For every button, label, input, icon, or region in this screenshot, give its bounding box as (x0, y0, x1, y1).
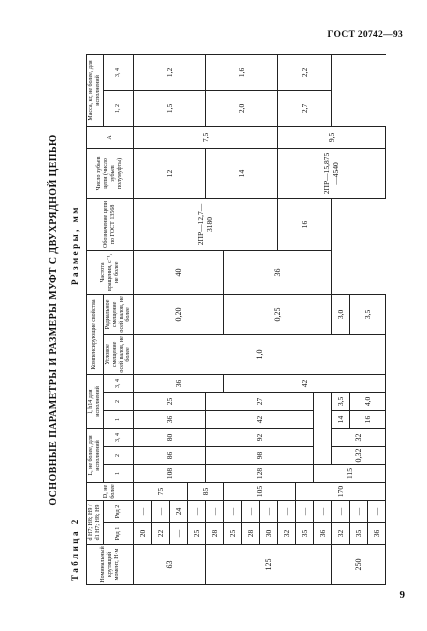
col-D: D, не более (87, 482, 134, 500)
col-l: l, h14 для исполнений (87, 374, 104, 428)
cell-torque: 250 (332, 545, 386, 585)
col-d: d H7; H8; H9 / d1 H7; H8; H9 (87, 500, 104, 544)
col-mass-ex34: 3, 4 (103, 54, 134, 90)
col-chain: Обозначение цепи по ГОСТ 13568 (87, 198, 134, 250)
cell-L: 108 (134, 464, 206, 482)
cell-d1: 22 (152, 523, 170, 545)
cell-d1: 30 (260, 523, 278, 545)
cell-d1: 20 (134, 523, 152, 545)
table-label: Таблица 2 (70, 517, 80, 581)
cell-d2: — (224, 500, 242, 522)
cell-mass: 1,6 (206, 54, 278, 90)
col-comp: Компенсирующие свойства (87, 294, 104, 374)
cell-L: 80 (134, 428, 206, 446)
cell-mass: 3,5 (332, 392, 350, 410)
cell-angle: 1,0 (134, 334, 386, 374)
col-radial: Радиальное смещение осей валов, не более (103, 294, 134, 334)
cell-mass: 2,2 (278, 54, 332, 90)
cell-l: 36 (134, 410, 206, 428)
cell-D: 85 (188, 482, 224, 500)
cell-d1: 28 (206, 523, 224, 545)
cell-l: 25 (134, 392, 206, 410)
cell-A: 7,5 (134, 126, 278, 148)
cell-d1: 32 (278, 523, 296, 545)
col-l-ex1: 1 (103, 410, 134, 428)
col-L-ex34: 3, 4 (103, 428, 134, 446)
cell-d1: 25 (224, 523, 242, 545)
cell-d2: — (350, 500, 368, 522)
cell-d2: — (242, 500, 260, 522)
cell-L: 92 (206, 428, 314, 446)
cell-radial: 0,25 (224, 294, 332, 334)
col-mass: Масса, кг, не более, для исполнений (87, 54, 104, 126)
cell-d1: 28 (242, 523, 260, 545)
cell-d1: 25 (188, 523, 206, 545)
cell-l: 27 (206, 392, 314, 410)
col-row1: Ряд 1 (103, 523, 134, 545)
col-row2: Ряд 2 (103, 500, 134, 522)
col-angle: Угловое смещение осей валов, не более (103, 334, 134, 374)
table-row (134, 54, 152, 584)
cell-d1: 35 (350, 523, 368, 545)
cell-teeth: 16 (278, 198, 332, 250)
cell-D: 105 (224, 482, 296, 500)
col-L-ex1: 1 (103, 464, 134, 482)
cell-speed: 40 (134, 250, 224, 294)
cell-D: 75 (134, 482, 188, 500)
cell-chain: 2ПР—12,7—3180 (134, 198, 278, 250)
cell-d1: 36 (314, 523, 332, 545)
cell-teeth: 16 (350, 410, 386, 428)
cell-radial: 0,20 (134, 294, 224, 334)
cell-d2: 24 (170, 500, 188, 522)
cell-L: 86 (134, 446, 206, 464)
cell-teeth: 12 (134, 148, 206, 198)
cell-torque: 63 (134, 545, 206, 585)
cell-l: 42 (206, 410, 314, 428)
cell-d1: 35 (296, 523, 314, 545)
cell-d2: — (278, 500, 296, 522)
col-l-ex2: 2 (103, 392, 134, 410)
cell-mass: 2,7 (278, 90, 332, 126)
cell-A: 9,5 (278, 126, 386, 148)
sizes-label: Размеры, мм (70, 205, 80, 285)
col-L-ex2: 2 (103, 446, 134, 464)
col-L: L, не более, для исполнений (87, 428, 104, 482)
cell-radial: 0,32 (332, 446, 386, 464)
cell-d2: — (260, 500, 278, 522)
page-number: 9 (399, 589, 405, 601)
cell-d2: — (188, 500, 206, 522)
cell-d1: 32 (332, 523, 350, 545)
cell-d2: — (134, 500, 152, 522)
cell-d2: — (206, 500, 224, 522)
cell-L: 170 (296, 482, 386, 500)
col-mass-ex12: 1, 2 (103, 90, 134, 126)
cell-L: 128 (206, 464, 314, 482)
rotated-page-content (48, 55, 400, 585)
cell-teeth: 14 (332, 410, 350, 428)
cell-mass: 3,5 (350, 294, 386, 334)
col-speed: Частота вращения, с⁻¹, не более (87, 250, 134, 294)
cell-mass: 1,2 (134, 54, 206, 90)
col-teeth: Число зубьев цепи (число зубьев полумуфты) (87, 148, 134, 198)
col-l-ex34: 3, 4 (103, 374, 134, 392)
cell-speed: 32 (332, 428, 386, 446)
page-title: ОСНОВНЫЕ ПАРАМЕТРЫ И РАЗМЕРЫ МУФТ С ДВУХРЯДНОЙ ЦЕПЬЮ (48, 134, 59, 506)
doc-header: ГОСТ 20742—93 (327, 30, 403, 40)
cell-mass: 1,5 (134, 90, 206, 126)
cell-L: 98 (206, 446, 314, 464)
cell-mass: 3,0 (332, 294, 350, 334)
cell-d2: — (332, 500, 350, 522)
cell-chain: 2ПР—15,875—4540 (278, 148, 386, 198)
cell-d2: — (152, 500, 170, 522)
cell-l: 36 (134, 374, 224, 392)
cell-mass: 2,0 (206, 90, 278, 126)
col-A: A (87, 126, 134, 148)
parameters-table (86, 54, 386, 585)
cell-d2: — (296, 500, 314, 522)
cell-l: 42 (224, 374, 386, 392)
cell-d1: — (170, 523, 188, 545)
cell-teeth: 14 (206, 148, 278, 198)
cell-d1: 36 (368, 523, 386, 545)
col-torque: Номинальный крутящий момент, Н·м (87, 545, 134, 585)
cell-D: 115 (314, 464, 386, 482)
cell-torque: 125 (206, 545, 332, 585)
cell-speed: 36 (224, 250, 332, 294)
cell-d2: — (368, 500, 386, 522)
cell-mass: 4,0 (350, 392, 386, 410)
cell-d2: — (314, 500, 332, 522)
